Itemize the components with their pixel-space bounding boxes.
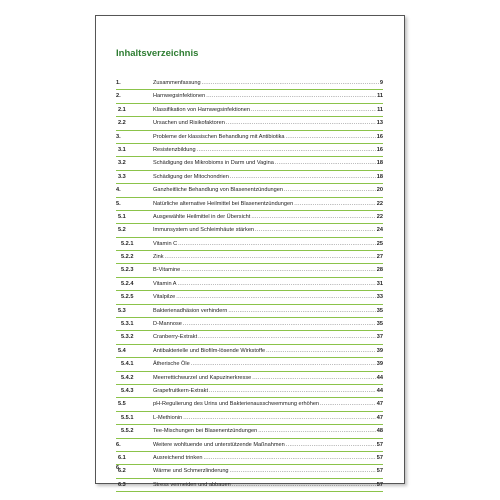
- toc-entry-number: 5.4: [118, 347, 126, 354]
- toc-entry: [116, 104, 383, 117]
- toc-entry-title-line: [153, 398, 383, 410]
- toc-entry-title: Vitalpilze: [153, 294, 176, 301]
- toc-entry: [116, 345, 383, 358]
- toc-entry: [116, 238, 383, 251]
- toc-entry-page: 20: [376, 187, 383, 194]
- dot-leader: [198, 331, 376, 343]
- toc-entry-number: 6.1: [118, 454, 126, 461]
- toc-entry-page: 24: [376, 227, 383, 234]
- toc-entry-title-line: [153, 157, 383, 169]
- toc-entry-number: 5.2.4: [121, 280, 134, 287]
- dot-leader: [165, 251, 376, 263]
- toc-entry: [116, 479, 383, 492]
- toc-entry-page: 44: [376, 374, 383, 381]
- toc-entry-page: 57: [376, 468, 383, 475]
- toc-entry: [116, 211, 383, 224]
- toc-entry-title-line: [153, 131, 383, 143]
- toc-entry-title-line: [153, 117, 383, 129]
- toc-entry-title: Vitamin A: [153, 280, 177, 287]
- dot-leader: [255, 224, 376, 236]
- toc-entry-number: 6.3: [118, 481, 126, 488]
- toc-entry: [116, 131, 383, 144]
- toc-entry: [116, 439, 383, 452]
- toc-entry-title-line: [153, 144, 383, 156]
- toc-entry-title: Harnwegsinfektionen: [153, 93, 206, 100]
- toc-entry: [116, 305, 383, 318]
- toc-entry-title-line: [153, 412, 383, 424]
- toc-entry-page: 22: [376, 213, 383, 220]
- dot-leader: [275, 157, 376, 169]
- toc-entry: [116, 157, 383, 170]
- toc-entry-number: 5.5.2: [121, 428, 134, 435]
- dot-leader: [183, 318, 376, 330]
- toc-entry-title-line: [153, 171, 383, 183]
- toc-entry-number: 1.: [116, 80, 121, 86]
- toc-entry-title: Antibakterielle und Biofilm-lösende Wirkstoffe: [153, 347, 266, 354]
- toc-entry-number: 3.2: [118, 160, 126, 167]
- page-number: 6: [116, 465, 120, 471]
- toc-entry-title-line: [153, 264, 383, 276]
- toc-entry-page: 31: [376, 280, 383, 287]
- toc-entry-page: 39: [376, 347, 383, 354]
- toc-entry-title-line: [153, 425, 383, 437]
- dot-leader: [320, 398, 376, 410]
- toc-entry-number: 6.: [116, 441, 121, 448]
- toc-entry-title-line: [153, 318, 383, 330]
- toc-entry: [116, 77, 383, 90]
- toc-entry-page: 47: [376, 414, 383, 421]
- toc-entry-title-line: [153, 211, 383, 223]
- toc-entry-number: 5.: [116, 200, 121, 207]
- toc-entry-title: Wärme und Schmerzlinderung: [153, 468, 229, 475]
- toc-entry-page: 11: [377, 93, 383, 100]
- dot-leader: [284, 184, 376, 196]
- toc-entry-title: Ausreichend trinken: [153, 454, 203, 461]
- toc-entry: [116, 184, 383, 197]
- toc-entry-page: 18: [376, 160, 383, 167]
- dot-leader: [191, 358, 376, 370]
- toc-entry-page: 11: [377, 106, 383, 113]
- toc-entry-title-line: [153, 278, 383, 290]
- dot-leader: [203, 452, 375, 464]
- dot-leader: [294, 198, 376, 210]
- toc-entry-page: 39: [376, 361, 383, 368]
- toc-entry-title-line: [153, 345, 383, 357]
- toc-entry-number: 5.2: [118, 227, 126, 234]
- dot-leader: [228, 305, 375, 317]
- dot-leader: [206, 90, 376, 102]
- toc-entry-number: 5.2.2: [121, 254, 134, 261]
- toc-entry-title: Probleme der klassischen Behandlung mit Antibiotika: [153, 133, 285, 140]
- toc-entry: [116, 358, 383, 371]
- toc-entry-number: 5.2.3: [121, 267, 134, 274]
- toc-entry-title: Ursachen und Risikofaktoren: [153, 120, 225, 127]
- dot-leader: [176, 291, 375, 303]
- toc-entry-title: Meerrettichwurzel und Kapuzinerkresse: [153, 374, 252, 381]
- toc-entry-title-line: [153, 238, 383, 250]
- toc-entry-title: Schädigung des Mikrobioms in Darm und Vagina: [153, 160, 274, 167]
- toc-entry-title-line: [153, 439, 383, 451]
- toc-entry-title-line: [153, 224, 383, 236]
- dot-leader: [251, 211, 375, 223]
- toc-entry-title-line: [153, 452, 383, 464]
- dot-leader: [258, 425, 376, 437]
- toc-entry-number: 5.4.1: [121, 361, 134, 368]
- toc-list: [116, 77, 383, 492]
- toc-entry: [116, 117, 383, 130]
- dot-leader: [178, 238, 376, 250]
- toc-entry-title: Schädigung der Mitochondrien: [153, 173, 229, 180]
- toc-entry-title-line: [153, 305, 383, 317]
- dot-leader: [209, 385, 376, 397]
- toc-entry: [116, 385, 383, 398]
- toc-entry: [116, 171, 383, 184]
- toc-entry: [116, 291, 383, 304]
- toc-entry-number: 5.3.1: [121, 321, 134, 328]
- toc-entry-page: 22: [376, 200, 383, 207]
- toc-heading: Inhaltsverzeichnis: [116, 48, 199, 59]
- toc-entry: [116, 90, 383, 103]
- toc-entry-title-line: [153, 358, 383, 370]
- toc-entry-title: Ätherische Öle: [153, 361, 190, 368]
- toc-entry-page: 57: [376, 441, 383, 448]
- toc-entry-page: 18: [376, 173, 383, 180]
- toc-entry-number: 3.3: [118, 173, 126, 180]
- toc-entry-page: 16: [376, 133, 383, 140]
- toc-entry-title: D-Mannose: [153, 321, 182, 328]
- toc-entry: [116, 278, 383, 291]
- dot-leader: [202, 77, 379, 89]
- toc-entry-page: 25: [376, 240, 383, 247]
- toc-entry-title-line: [153, 90, 383, 102]
- toc-entry-title: Klassifikation von Harnwegsinfektionen: [153, 106, 251, 113]
- toc-entry-title: Cranberry-Extrakt: [153, 334, 198, 341]
- toc-entry-page: 44: [376, 387, 383, 394]
- dot-leader: [252, 372, 376, 384]
- toc-entry-page: 16: [376, 146, 383, 153]
- toc-entry-title: Weitere wohltuende und unterstützende Maßnahmen: [153, 441, 285, 448]
- toc-entry-number: 3.1: [118, 146, 126, 153]
- toc-entry-number: 5.2.5: [121, 294, 134, 301]
- toc-entry-page: 13: [376, 120, 383, 127]
- toc-entry: [116, 144, 383, 157]
- dot-leader: [230, 465, 376, 477]
- toc-entry: [116, 264, 383, 277]
- toc-entry-number: 2.: [116, 93, 121, 100]
- toc-entry-page: 35: [376, 321, 383, 328]
- toc-entry: [116, 465, 383, 478]
- toc-entry: [116, 452, 383, 465]
- toc-entry-page: 9: [379, 80, 383, 86]
- toc-entry-title: Natürliche alternative Heilmittel bei Blasenentzündungen: [153, 200, 294, 207]
- toc-entry-title-line: [153, 77, 383, 89]
- toc-entry-title: pH-Regulierung des Urins und Bakterienausschwemmung erhöhen: [153, 401, 320, 408]
- dot-leader: [266, 345, 376, 357]
- toc-entry-page: 57: [376, 481, 383, 488]
- toc-entry-title: L-Methionin: [153, 414, 183, 421]
- toc-entry-title: Grapefruitkern-Extrakt: [153, 387, 209, 394]
- toc-entry-title: Zink: [153, 254, 164, 261]
- dot-leader: [232, 479, 376, 491]
- dot-leader: [183, 412, 376, 424]
- toc-entry-title-line: [153, 385, 383, 397]
- toc-entry-title: Immunsystem und Schleimhäute stärken: [153, 227, 255, 234]
- toc-entry-title: Stress vermeiden und abbauen: [153, 481, 231, 488]
- toc-entry-number: 5.4.2: [121, 374, 134, 381]
- toc-entry-number: 6.2: [118, 468, 126, 475]
- toc-entry-number: 5.5: [118, 401, 126, 408]
- toc-entry: [116, 425, 383, 438]
- toc-entry-title-line: [153, 479, 383, 491]
- toc-entry-page: 47: [376, 401, 383, 408]
- toc-entry-title: Ausgewählte Heilmittel in der Übersicht: [153, 213, 251, 220]
- toc-entry-title: Zusammenfassung: [153, 80, 201, 86]
- toc-entry-title: Vitamin C: [153, 240, 178, 247]
- toc-entry-title: B-Vitamine: [153, 267, 181, 274]
- toc-entry: [116, 198, 383, 211]
- toc-entry-page: 27: [376, 254, 383, 261]
- toc-entry-number: 2.1: [118, 106, 126, 113]
- toc-entry-page: 37: [376, 334, 383, 341]
- dot-leader: [286, 131, 376, 143]
- toc-entry-title-line: [153, 465, 383, 477]
- toc-entry-number: 3.: [116, 133, 121, 140]
- dot-leader: [230, 171, 376, 183]
- toc-entry: [116, 318, 383, 331]
- toc-entry: [116, 331, 383, 344]
- toc-entry-page: 57: [376, 454, 383, 461]
- toc-entry: [116, 372, 383, 385]
- dot-leader: [178, 278, 376, 290]
- toc-entry-title: Tee-Mischungen bei Blasenentzündungen: [153, 428, 258, 435]
- toc-entry: [116, 224, 383, 237]
- toc-entry-title-line: [153, 331, 383, 343]
- toc-entry-number: 5.3.2: [121, 334, 134, 341]
- toc-entry-number: 5.1: [118, 213, 126, 220]
- toc-entry-title-line: [153, 372, 383, 384]
- toc-entry-page: 33: [376, 294, 383, 301]
- dot-leader: [197, 144, 376, 156]
- toc-entry-number: 5.5.1: [121, 414, 134, 421]
- toc-entry-page: 48: [376, 428, 383, 435]
- toc-entry-number: 5.3: [118, 307, 126, 314]
- toc-entry-number: 2.2: [118, 120, 126, 127]
- dot-leader: [226, 117, 376, 129]
- toc-entry-title: Bakterienadhäsion verhindern: [153, 307, 228, 314]
- toc-entry: [116, 251, 383, 264]
- toc-entry-page: 28: [376, 267, 383, 274]
- toc-entry: [116, 398, 383, 411]
- toc-entry-title: Resistenzbildung: [153, 146, 196, 153]
- toc-entry-title-line: [153, 104, 383, 116]
- toc-entry: [116, 412, 383, 425]
- dot-leader: [251, 104, 376, 116]
- toc-entry-title-line: [153, 291, 383, 303]
- toc-entry-title: Ganzheitliche Behandlung von Blasenentzündungen: [153, 187, 284, 194]
- toc-entry-number: 4.: [116, 187, 121, 194]
- dot-leader: [181, 264, 376, 276]
- dot-leader: [286, 439, 376, 451]
- toc-entry-title-line: [153, 251, 383, 263]
- toc-entry-number: 5.2.1: [121, 240, 134, 247]
- toc-entry-number: 5.4.3: [121, 387, 134, 394]
- toc-entry-title-line: [153, 198, 383, 210]
- toc-entry-title-line: [153, 184, 383, 196]
- document-page: [95, 15, 405, 488]
- toc-entry-page: 35: [376, 307, 383, 314]
